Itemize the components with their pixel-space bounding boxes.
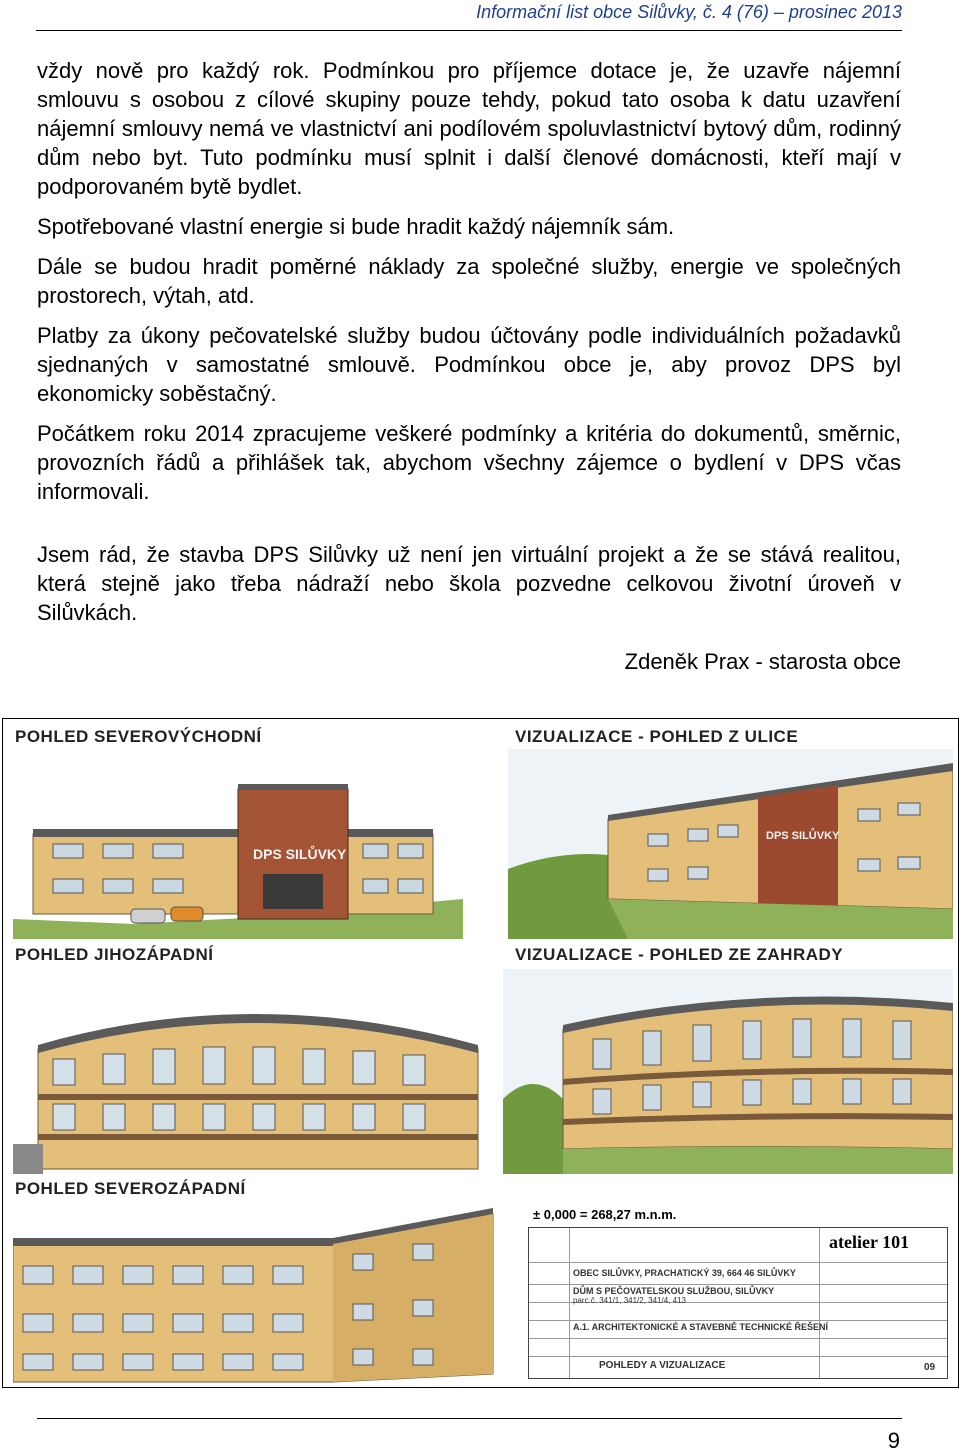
elevation-northeast-drawing <box>13 749 463 939</box>
building-sign: DPS SILŮVKY <box>253 846 347 862</box>
paragraph: vždy nově pro každý rok. Podmínkou pro příjemce dotace je, že uzavře nájemní smlouvu s osobou z cílové skupiny pouze tehdy, pokud tato osoba k datu uzavření nájemní smlouvy nemá ve vlastnictví ani podílovém spoluvlastnictví bytový dům, rodinný dům nebo byt. Tuto podmínku musí splnit i další členové domácnosti, kteří mají v podporovaném bytě bydlet. <box>37 58 901 199</box>
paragraph: Platby za úkony pečovatelské služby budou účtovány podle individuálních požadavků sjednaných v samostatné smlouvě. Podmínkou obce je, aby provoz DPS byl ekonomicky soběstačný. <box>37 323 901 406</box>
elevation-reference: ± 0,000 = 268,27 m.n.m. <box>533 1207 677 1222</box>
article-body <box>37 56 901 687</box>
visualization-garden-view <box>503 969 953 1174</box>
paragraph: Dále se budou hradit poměrné náklady za společné služby, energie ve společných prostorech, výtah, atd. <box>37 254 901 308</box>
project-name: DŮM S PEČOVATELSKOU SLUŽBOU, SILŮVKY <box>573 1286 775 1296</box>
running-header: Informační list obce Silůvky, č. 4 (76) – prosinec 2013 <box>476 2 902 22</box>
panel-title-bottom: POHLED SEVEROZÁPADNÍ <box>15 1179 246 1198</box>
signature: Zdeněk Prax - starosta obce <box>624 649 901 674</box>
architectural-drawing-figure <box>2 718 959 1388</box>
closing-paragraph: Jsem rád, že stavba DPS Silůvky už není jen virtuální projekt a že se stává realitou, která stejně jako třeba nádraží nebo škola pozvedne celkovou životní úroveň v Silůvkách. <box>37 542 901 625</box>
studio-name: atelier 101 <box>829 1232 910 1252</box>
svg-text:DPS SILŮVKY: DPS SILŮVKY <box>766 830 840 842</box>
footer-rule <box>37 1418 902 1419</box>
paragraph: Spotřebované vlastní energie si bude hradit každý nájemník sám. <box>37 214 675 239</box>
panel-title-se: VIZUALIZACE - POHLED ZE ZAHRADY <box>515 945 844 964</box>
header-rule <box>36 30 902 31</box>
visualization-street-view <box>508 749 953 939</box>
panel-title-ne: VIZUALIZACE - POHLED Z ULICE <box>515 727 799 746</box>
sheet-number: 09 <box>924 1362 936 1373</box>
elevation-southwest-drawing <box>13 969 493 1174</box>
paragraph: Počátkem roku 2014 zpracujeme veškeré podmínky a kritéria do dokumentů, směrnic, provozních řádů a přihlášek tak, abychom všechny zájemce o bydlení v DPS včas informovali. <box>37 421 901 504</box>
elevation-northwest-drawing <box>13 1204 503 1384</box>
investor: OBEC SILŮVKY, PRACHATICKÝ 39, 664 46 SILŮVKY <box>573 1268 796 1278</box>
page-number: 9 <box>887 1428 900 1453</box>
sheet-title: POHLEDY A VIZUALIZACE <box>599 1360 726 1371</box>
title-block <box>528 1227 948 1379</box>
parcels: parc.č. 341/1, 341/2, 341/4, 413 <box>573 1296 686 1305</box>
panel-title-nw: POHLED SEVEROVÝCHODNÍ <box>15 727 262 746</box>
panel-title-sw: POHLED JIHOZÁPADNÍ <box>15 945 214 964</box>
project-part: A.1. ARCHITEKTONICKÉ A STAVEBNĚ TECHNICKÉ ŘEŠENÍ <box>573 1322 829 1332</box>
